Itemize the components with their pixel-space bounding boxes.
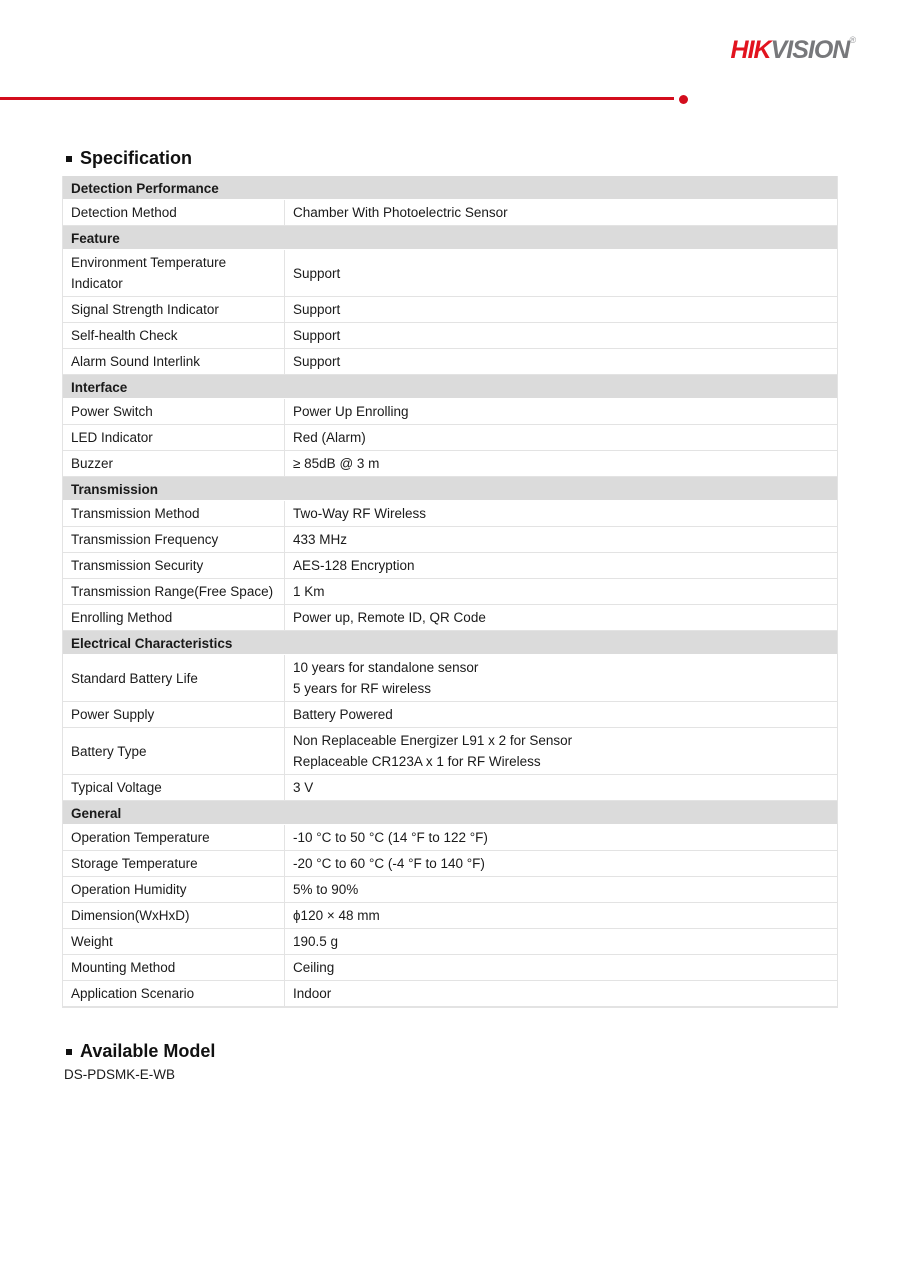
spec-value-line: Ceiling <box>293 960 335 975</box>
spec-label: Power Supply <box>63 702 285 727</box>
spec-label: Enrolling Method <box>63 605 285 630</box>
logo-hik-text: HIK <box>730 36 771 64</box>
spec-value <box>285 425 837 450</box>
spec-value-line: 5 years for RF wireless <box>293 681 432 696</box>
spec-label: Transmission Frequency <box>63 527 285 552</box>
logo-vision-text: VISION <box>770 36 850 64</box>
spec-value <box>285 955 837 980</box>
square-bullet-icon <box>66 1049 72 1055</box>
spec-row <box>63 323 837 349</box>
spec-value-line: ϕ120 × 48 mm <box>293 908 380 923</box>
spec-row <box>63 728 837 775</box>
spec-label: Buzzer <box>63 451 285 476</box>
spec-label: Signal Strength Indicator <box>63 297 285 322</box>
spec-row <box>63 553 837 579</box>
spec-value-line: 1 Km <box>293 584 325 599</box>
spec-value <box>285 851 837 876</box>
spec-label: Typical Voltage <box>63 775 285 800</box>
spec-value-line: Two-Way RF Wireless <box>293 506 427 521</box>
spec-row <box>63 579 837 605</box>
spec-row <box>63 399 837 425</box>
spec-value-line: AES-128 Encryption <box>293 558 415 573</box>
spec-row <box>63 851 837 877</box>
spec-value-line: ≥ 85dB @ 3 m <box>293 456 380 471</box>
spec-row <box>63 425 837 451</box>
spec-value-line: Red (Alarm) <box>293 430 366 445</box>
spec-value-line: Power up, Remote ID, QR Code <box>293 610 486 625</box>
spec-value-line: -10 °C to 50 °C (14 °F to 122 °F) <box>293 830 488 845</box>
spec-row <box>63 775 837 801</box>
spec-value <box>285 579 837 604</box>
spec-row <box>63 527 837 553</box>
spec-label: Operation Humidity <box>63 877 285 902</box>
spec-value-line: 190.5 g <box>293 934 339 949</box>
spec-row <box>63 929 837 955</box>
spec-label: Dimension(WxHxD) <box>63 903 285 928</box>
spec-value-line: 433 MHz <box>293 532 348 547</box>
spec-row <box>63 250 837 297</box>
spec-value-line: Replaceable CR123A x 1 for RF Wireless <box>293 754 541 769</box>
spec-value <box>285 903 837 928</box>
hikvision-logo <box>730 35 856 64</box>
spec-value <box>285 655 837 701</box>
spec-value <box>285 553 837 578</box>
registered-trademark-icon: ® <box>849 35 856 45</box>
section-header-row: Interface <box>63 375 837 399</box>
section-header-row: Transmission <box>63 477 837 501</box>
spec-label: Transmission Security <box>63 553 285 578</box>
spec-value-line: Support <box>293 302 341 317</box>
red-divider-line <box>0 97 674 100</box>
spec-value-line: 3 V <box>293 780 314 795</box>
spec-value <box>285 501 837 526</box>
spec-label: Transmission Range(Free Space) <box>63 579 285 604</box>
spec-label: Detection Method <box>63 200 285 225</box>
spec-value-line: 5% to 90% <box>293 882 359 897</box>
spec-value <box>285 929 837 954</box>
spec-label: Standard Battery Life <box>63 655 285 701</box>
spec-label: Transmission Method <box>63 501 285 526</box>
spec-value <box>285 399 837 424</box>
spec-value <box>285 775 837 800</box>
spec-row <box>63 702 837 728</box>
spec-value <box>285 250 837 296</box>
spec-label: LED Indicator <box>63 425 285 450</box>
spec-value <box>285 825 837 850</box>
spec-value <box>285 605 837 630</box>
spec-value-line: Battery Powered <box>293 707 393 722</box>
spec-value-line: Chamber With Photoelectric Sensor <box>293 205 508 220</box>
spec-row <box>63 605 837 631</box>
spec-row <box>63 200 837 226</box>
spec-value-line: Support <box>293 265 341 281</box>
spec-value-line: Power Up Enrolling <box>293 404 409 419</box>
specification-heading-text: Specification <box>80 148 193 168</box>
spec-label: Operation Temperature <box>63 825 285 850</box>
square-bullet-icon <box>66 156 72 162</box>
spec-label: Self-health Check <box>63 323 285 348</box>
section-header-row: General <box>63 801 837 825</box>
section-header-row: Feature <box>63 226 837 250</box>
spec-table <box>62 176 838 1008</box>
content <box>62 148 838 1085</box>
spec-value <box>285 349 837 374</box>
spec-row <box>63 981 837 1007</box>
spec-value <box>285 877 837 902</box>
spec-value-line: 10 years for standalone sensor <box>293 660 479 675</box>
spec-value-line: Support <box>293 354 341 369</box>
spec-row <box>63 955 837 981</box>
red-divider-dot-icon <box>679 95 688 104</box>
spec-value <box>285 728 837 774</box>
spec-label: Environment Temperature Indicator <box>63 250 285 296</box>
spec-value-line: -20 °C to 60 °C (-4 °F to 140 °F) <box>293 856 485 871</box>
spec-value <box>285 200 837 225</box>
section-header-row: Detection Performance <box>63 176 837 200</box>
spec-row <box>63 297 837 323</box>
spec-value <box>285 297 837 322</box>
spec-value-line: Non Replaceable Energizer L91 x 2 for Sensor <box>293 733 573 748</box>
spec-label: Application Scenario <box>63 981 285 1006</box>
spec-value <box>285 981 837 1006</box>
spec-row <box>63 655 837 702</box>
model-number: DS-PDSMK-E-WB <box>64 1067 175 1082</box>
spec-label: Alarm Sound Interlink <box>63 349 285 374</box>
spec-value <box>285 527 837 552</box>
spec-label: Storage Temperature <box>63 851 285 876</box>
spec-label: Mounting Method <box>63 955 285 980</box>
spec-value-line: Indoor <box>293 986 332 1001</box>
spec-row <box>63 903 837 929</box>
spec-value <box>285 702 837 727</box>
spec-row <box>63 349 837 375</box>
spec-value <box>285 323 837 348</box>
spec-row <box>63 877 837 903</box>
available-model-heading <box>62 1041 838 1062</box>
spec-row <box>63 501 837 527</box>
specification-heading <box>62 148 838 169</box>
available-model-heading-text: Available Model <box>80 1041 216 1061</box>
spec-value <box>285 451 837 476</box>
spec-label: Battery Type <box>63 728 285 774</box>
spec-row <box>63 451 837 477</box>
spec-label: Weight <box>63 929 285 954</box>
spec-row <box>63 825 837 851</box>
spec-value-line: Support <box>293 328 341 343</box>
spec-label: Power Switch <box>63 399 285 424</box>
section-header-row: Electrical Characteristics <box>63 631 837 655</box>
